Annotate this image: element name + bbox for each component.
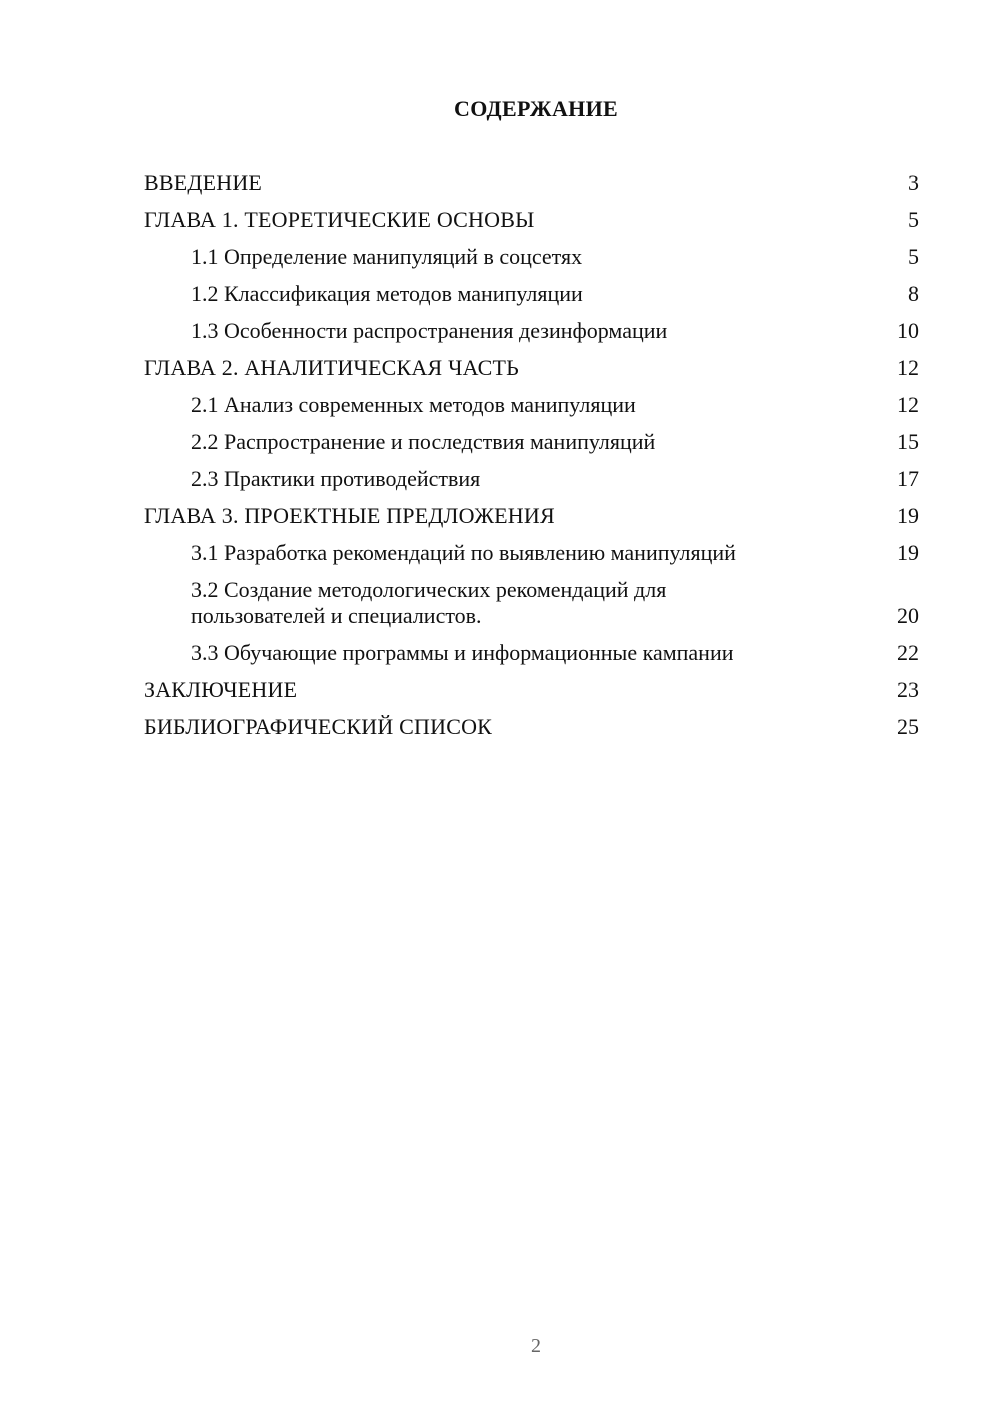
toc-entry[interactable] bbox=[144, 429, 919, 455]
toc-entry-page: 3 bbox=[908, 170, 919, 195]
toc-entry-page: 20 bbox=[897, 603, 919, 628]
toc-entry-label: ГЛАВА 1. ТЕОРЕТИЧЕСКИЕ ОСНОВЫ bbox=[144, 207, 535, 232]
toc-entry-page: 15 bbox=[897, 429, 919, 454]
toc-entry[interactable] bbox=[144, 318, 919, 344]
toc-entry[interactable] bbox=[144, 677, 919, 703]
toc-entry[interactable] bbox=[144, 207, 919, 233]
toc-entry-label: 3.3 Обучающие программы и информационные кампании bbox=[191, 640, 734, 665]
toc-entry[interactable] bbox=[144, 503, 919, 529]
toc-entry-page: 5 bbox=[908, 207, 919, 232]
toc-entry-label: 2.2 Распространение и последствия манипуляций bbox=[191, 429, 656, 454]
toc-entry-label: ЗАКЛЮЧЕНИЕ bbox=[144, 677, 298, 702]
toc-entry-label: ГЛАВА 3. ПРОЕКТНЫЕ ПРЕДЛОЖЕНИЯ bbox=[144, 503, 555, 528]
toc-entry-page: 22 bbox=[897, 640, 919, 665]
toc-entry-page: 12 bbox=[897, 355, 919, 380]
toc-entry[interactable] bbox=[144, 170, 919, 196]
toc-entry[interactable] bbox=[144, 392, 919, 418]
toc-entry-label: БИБЛИОГРАФИЧЕСКИЙ СПИСОК bbox=[144, 714, 493, 739]
toc-entry-label: 2.1 Анализ современных методов манипуляции bbox=[191, 392, 636, 417]
toc-entry[interactable] bbox=[144, 466, 919, 492]
toc-entry-page: 25 bbox=[897, 714, 919, 739]
toc-entry[interactable] bbox=[144, 540, 919, 566]
toc-entry-label: 3.1 Разработка рекомендаций по выявлению манипуляций bbox=[191, 540, 736, 565]
toc-entry-page: 23 bbox=[897, 677, 919, 702]
toc-entry-label: 2.3 Практики противодействия bbox=[191, 466, 481, 491]
toc-entry-label: 1.3 Особенности распространения дезинформации bbox=[191, 318, 668, 343]
toc-entry-page: 12 bbox=[897, 392, 919, 417]
toc-entry-page: 19 bbox=[897, 540, 919, 565]
toc-entry[interactable] bbox=[144, 281, 919, 307]
toc-entry-page: 17 bbox=[897, 466, 919, 491]
table-of-contents bbox=[144, 170, 919, 751]
toc-entry-label: 3.2 Создание методологических рекомендаций для пользователей и специалистов. bbox=[191, 577, 667, 628]
toc-entry-label: 1.1 Определение манипуляций в соцсетях bbox=[191, 244, 583, 269]
toc-entry-page: 10 bbox=[897, 318, 919, 343]
toc-entry[interactable] bbox=[144, 640, 919, 666]
toc-entry-label: ГЛАВА 2. АНАЛИТИЧЕСКАЯ ЧАСТЬ bbox=[144, 355, 519, 380]
toc-entry[interactable] bbox=[144, 577, 919, 629]
toc-entry[interactable] bbox=[144, 244, 919, 270]
toc-entry[interactable] bbox=[144, 355, 919, 381]
toc-entry[interactable] bbox=[144, 714, 919, 740]
toc-entry-page: 19 bbox=[897, 503, 919, 528]
page-title: СОДЕРЖАНИЕ bbox=[454, 96, 618, 121]
page-number: 2 bbox=[531, 1335, 541, 1357]
toc-entry-label: ВВЕДЕНИЕ bbox=[144, 170, 263, 195]
toc-entry-page: 8 bbox=[908, 281, 919, 306]
toc-entry-page: 5 bbox=[908, 244, 919, 269]
toc-entry-label: 1.2 Классификация методов манипуляции bbox=[191, 281, 583, 306]
